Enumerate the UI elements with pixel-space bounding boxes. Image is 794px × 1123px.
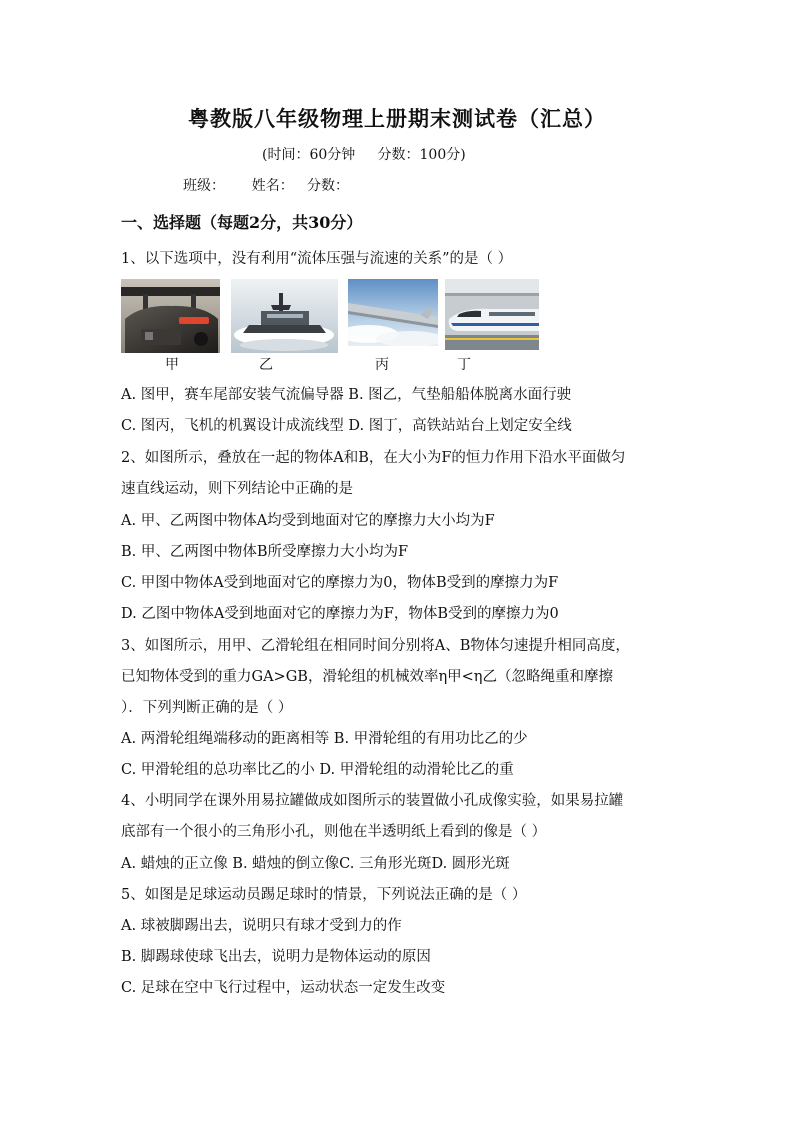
question-2-stem-line-2: 速直线运动，则下列结论中正确的是 bbox=[121, 481, 353, 497]
hovercraft-photo bbox=[231, 279, 338, 353]
question-3-stem-line-3: ）．下列判断正确的是（ ） bbox=[121, 700, 293, 716]
question-3-stem-line-1: 3、如图所示，用甲、乙滑轮组在相同时间分别将A、B物体匀速提升相同高度， bbox=[121, 638, 630, 654]
student-info-line: 班级： 姓名： 分数： bbox=[183, 178, 350, 194]
question-4-stem-line-1: 4、小明同学在课外用易拉罐做成如图所示的装置做小孔成像实验，如果易拉罐 bbox=[121, 793, 624, 809]
question-5-stem: 5、如图是足球运动员踢足球时的情景，下列说法正确的是（ ） bbox=[121, 887, 527, 903]
question-1-options-cd: C. 图丙，飞机的机翼设计成流线型 D. 图丁，高铁站站台上划定安全线 bbox=[121, 418, 572, 434]
image-caption-bing: 丙 bbox=[375, 357, 389, 373]
image-caption-jia: 甲 bbox=[165, 357, 179, 373]
question-5-option-a: A. 球被脚踢出去，说明只有球才受到力的作 bbox=[121, 918, 402, 934]
question-2-option-b: B. 甲、乙两图中物体B所受摩擦力大小均为F bbox=[121, 544, 409, 560]
page-title: 粤教版八年级物理上册期末测试卷（汇总） bbox=[188, 106, 606, 131]
question-3-stem-line-2: 已知物体受到的重力GA>GB，滑轮组的机械效率η甲<η乙（忽略绳重和摩擦 bbox=[121, 669, 613, 685]
question-2-stem-line-1: 2、如图所示，叠放在一起的物体A和B，在大小为F的恒力作用下沿水平面做匀 bbox=[121, 450, 626, 466]
question-4-stem-line-2: 底部有一个很小的三角形小孔，则他在半透明纸上看到的像是（ ） bbox=[121, 824, 547, 840]
section-heading: 一、选择题（每题2分，共30分） bbox=[121, 213, 363, 232]
race-car-spoiler-photo bbox=[121, 279, 220, 353]
question-3-options-cd: C. 甲滑轮组的总功率比乙的小 D. 甲滑轮组的动滑轮比乙的重 bbox=[121, 762, 514, 778]
image-caption-yi: 乙 bbox=[259, 357, 273, 373]
image-caption-ding: 丁 bbox=[457, 357, 471, 373]
question-1-options-ab: A. 图甲，赛车尾部安装气流偏导器 B. 图乙，气垫船船体脱离水面行驶 bbox=[121, 387, 572, 403]
question-5-option-c: C. 足球在空中飞行过程中，运动状态一定发生改变 bbox=[121, 980, 446, 996]
airplane-wing-photo bbox=[348, 279, 438, 346]
question-3-options-ab: A. 两滑轮组绳端移动的距离相等 B. 甲滑轮组的有用功比乙的少 bbox=[121, 731, 528, 747]
exam-time-score: (时间：60分钟 分数：100分) bbox=[262, 147, 466, 163]
question-2-option-c: C. 甲图中物体A受到地面对它的摩擦力为0，物体B受到的摩擦力为F bbox=[121, 575, 559, 591]
question-2-option-d: D. 乙图中物体A受到地面对它的摩擦力为F，物体B受到的摩擦力为0 bbox=[121, 606, 559, 622]
question-2-option-a: A. 甲、乙两图中物体A均受到地面对它的摩擦力大小均为F bbox=[121, 513, 495, 529]
question-5-option-b: B. 脚踢球使球飞出去，说明力是物体运动的原因 bbox=[121, 949, 431, 965]
question-4-options: A. 蜡烛的正立像 B. 蜡烛的倒立像C. 三角形光斑D. 圆形光斑 bbox=[121, 856, 510, 872]
question-1-stem: 1、以下选项中，没有利用“流体压强与流速的关系”的是（ ） bbox=[121, 251, 513, 267]
high-speed-train-photo bbox=[445, 279, 539, 350]
